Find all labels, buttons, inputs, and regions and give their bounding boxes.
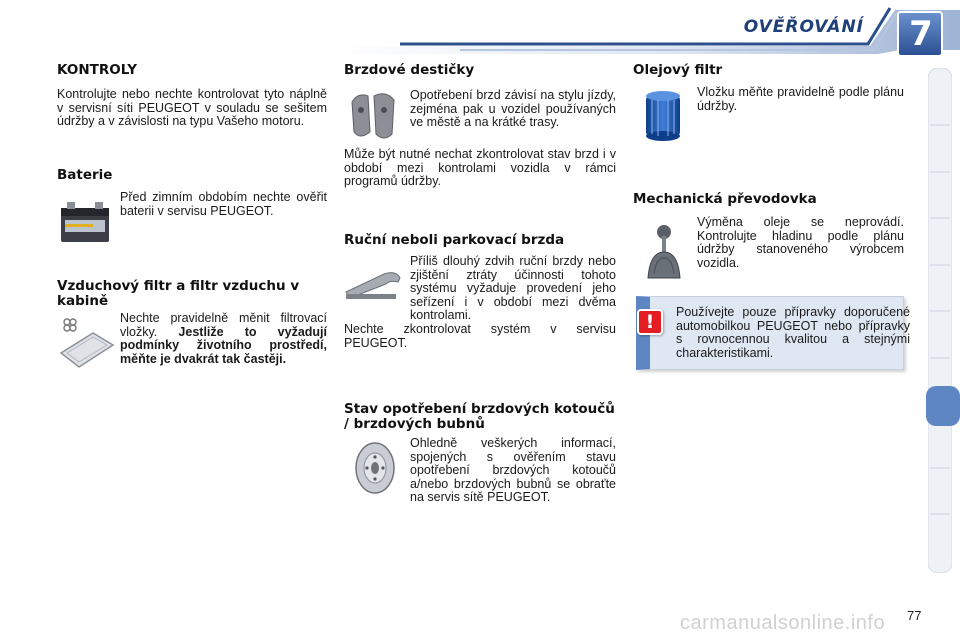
kontroly-heading: KONTROLY (57, 62, 137, 78)
chapter-number: 7 (909, 14, 933, 54)
oil-filter-icon (640, 86, 686, 142)
baterie-heading: Baterie (57, 167, 113, 183)
kontroly-text: Kontrolujte nebo nechte kontrolovat tyto náplně v servisní síti PEUGEOT v souladu se sešitem údržby a v závislosti na typu Vašeho motoru. (57, 87, 327, 129)
watermark: carmanualsonline.info (680, 612, 886, 634)
brake-pads-icon (346, 88, 402, 144)
brzdove-heading: Brzdové destičky (344, 62, 475, 78)
prevodovka-heading: Mechanická převodovka (633, 191, 817, 207)
prevodovka-text: Výměna oleje se neprovádí. Kontrolujte hladinu podle plánu údržby stanoveného výrobcem vozidla. (697, 215, 904, 270)
rucni-heading: Ruční neboli parkovací brzda (344, 232, 565, 248)
warning-icon: ! (637, 309, 663, 335)
filtr-heading: Vzduchový filtr a filtr vzduchu v kabině (57, 278, 300, 309)
active-chapter-tab[interactable] (924, 384, 960, 428)
rucni-text: Příliš dlouhý zdvih ruční brzdy nebo zjištění ztráty účinnosti tohoto systému vyžaduje provedení jeho seřízení i v období mezi dvěma kontrolami. (410, 254, 616, 323)
page-number: 77 (907, 608, 922, 623)
header-banner (0, 0, 960, 60)
warning-text: Používejte pouze přípravky doporučené automobilkou PEUGEOT nebo přípravky s rovnocennou kvalitou a stejnými charakteristikami. (676, 305, 910, 360)
brzdove-text: Opotřebení brzd závisí na stylu jízdy, zejména pak u vozidel používaných ve městě a na krátké trasy. (410, 88, 616, 130)
olejovy-text: Vložku měňte pravidelně podle plánu údržby. (697, 85, 904, 113)
warning-box (636, 296, 910, 370)
air-filter-icon (57, 315, 115, 369)
kotouce-heading: Stav opotřebení brzdových kotoučů / brzdových bubnů (344, 401, 615, 432)
brzdove-text-2: Může být nutné nechat zkontrolovat stav brzd i v období mezi kontrolami vozidla v rámci programů údržby. (344, 147, 616, 189)
filtr-text-bold: Jestliže to vyžadují podmínky životního prostředí, měňte je dvakrát tak častěji. (120, 324, 327, 366)
brake-disc-icon (350, 440, 400, 496)
filtr-text-regular: Nechte pravidelně měnit filtrovací vložky. (120, 311, 327, 339)
kotouce-text: Ohledně veškerých informací, spojených s ověřením stavu opotřebení brzdových kotoučů a/nebo brzdových bubnů se obraťte na servis sítě PEUGEOT. (410, 436, 616, 505)
olejovy-heading: Olejový filtr (633, 62, 723, 78)
gear-lever-icon (638, 222, 688, 282)
filtr-text (120, 312, 327, 366)
baterie-text: Před zimním obdobím nechte ověřit baterii v servisu PEUGEOT. (120, 190, 327, 218)
battery-icon (57, 196, 113, 248)
handbrake-icon (344, 262, 402, 302)
chapter-tab-strip (928, 68, 952, 573)
chapter-title: OVĚŘOVÁNÍ (743, 17, 864, 37)
rucni-text-2: Nechte zkontrolovat systém v servisu PEUGEOT. (344, 322, 616, 350)
